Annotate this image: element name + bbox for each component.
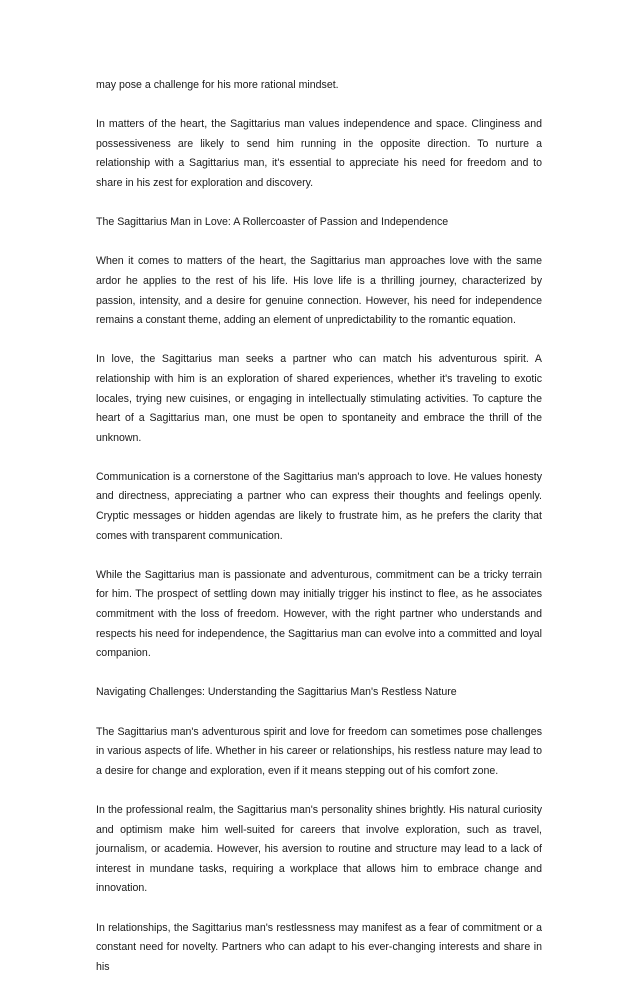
- paragraph-love-approach: When it comes to matters of the heart, the Sagittarius man approaches love with the same ardor he applies to the rest of his life. His love life is a thrilling journey, characterized by passion, intensity, and a desire for genuine connection. However, his need for independence remains a constant theme, adding an element of unpredictability to the romantic equation.: [96, 255, 542, 327]
- paragraph-communication: Communication is a cornerstone of the Sagittarius man's approach to love. He values honesty and directness, appreciating a partner who can express their thoughts and feelings openly. Cryptic messages or hidden agendas are likely to frustrate him, as he prefers the clarity that comes with transparent communication.: [96, 470, 542, 542]
- paragraph-continuation: may pose a challenge for his more rational mindset.: [96, 79, 339, 91]
- paragraph-matters-of-heart: In matters of the heart, the Sagittarius man values independence and space. Clinginess and possessiveness are likely to send him running in the opposite direction. To nurture a relationship with a Sagittarius man, it's essential to appreciate his need for freedom and to share in his zest for exploration and discovery.: [96, 118, 542, 189]
- paragraph-relationships-restlessness: In relationships, the Sagittarius man's restlessness may manifest as a fear of commitment or a constant need for novelty. Partners who can adapt to his ever-changing interests and share in his: [96, 921, 542, 973]
- paragraph-commitment: While the Sagittarius man is passionate and adventurous, commitment can be a tricky terrain for him. The prospect of settling down may initially trigger his instinct to flee, as he associates commitment with the loss of freedom. However, with the right partner who understands and respects his need for independence, the Sagittarius man can evolve into a committed and loyal companion.: [96, 568, 542, 660]
- section-heading-love: The Sagittarius Man in Love: A Rollercoaster of Passion and Independence: [96, 216, 449, 229]
- paragraph-partner-seeking: In love, the Sagittarius man seeks a partner who can match his adventurous spirit. A relationship with him is an exploration of shared experiences, whether it's traveling to exotic locales, trying new cuisines, or engaging in intellectually stimulating activities. To capture the heart of a Sagittarius man, one must be open to spontaneity and embrace the thrill of the unknown.: [96, 353, 542, 444]
- paragraph-professional-realm: In the professional realm, the Sagittarius man's personality shines brightly. His natural curiosity and optimism make him well-suited for careers that involve exploration, such as travel, journalism, or academia. However, his aversion to routine and structure may lead to a lack of interest in mundane tasks, requiring a workplace that allows him to embrace change and innovation.: [96, 803, 542, 895]
- document-page: [96, 76, 542, 997]
- section-heading-challenges: Navigating Challenges: Understanding the Sagittarius Man's Restless Nature: [96, 686, 457, 699]
- paragraph-adventurous-spirit: The Sagittarius man's adventurous spirit and love for freedom can sometimes pose challenges in various aspects of life. Whether in his career or relationships, his restless nature may lead to a desire for change and exploration, even if it means stepping out of his comfort zone.: [96, 725, 542, 777]
